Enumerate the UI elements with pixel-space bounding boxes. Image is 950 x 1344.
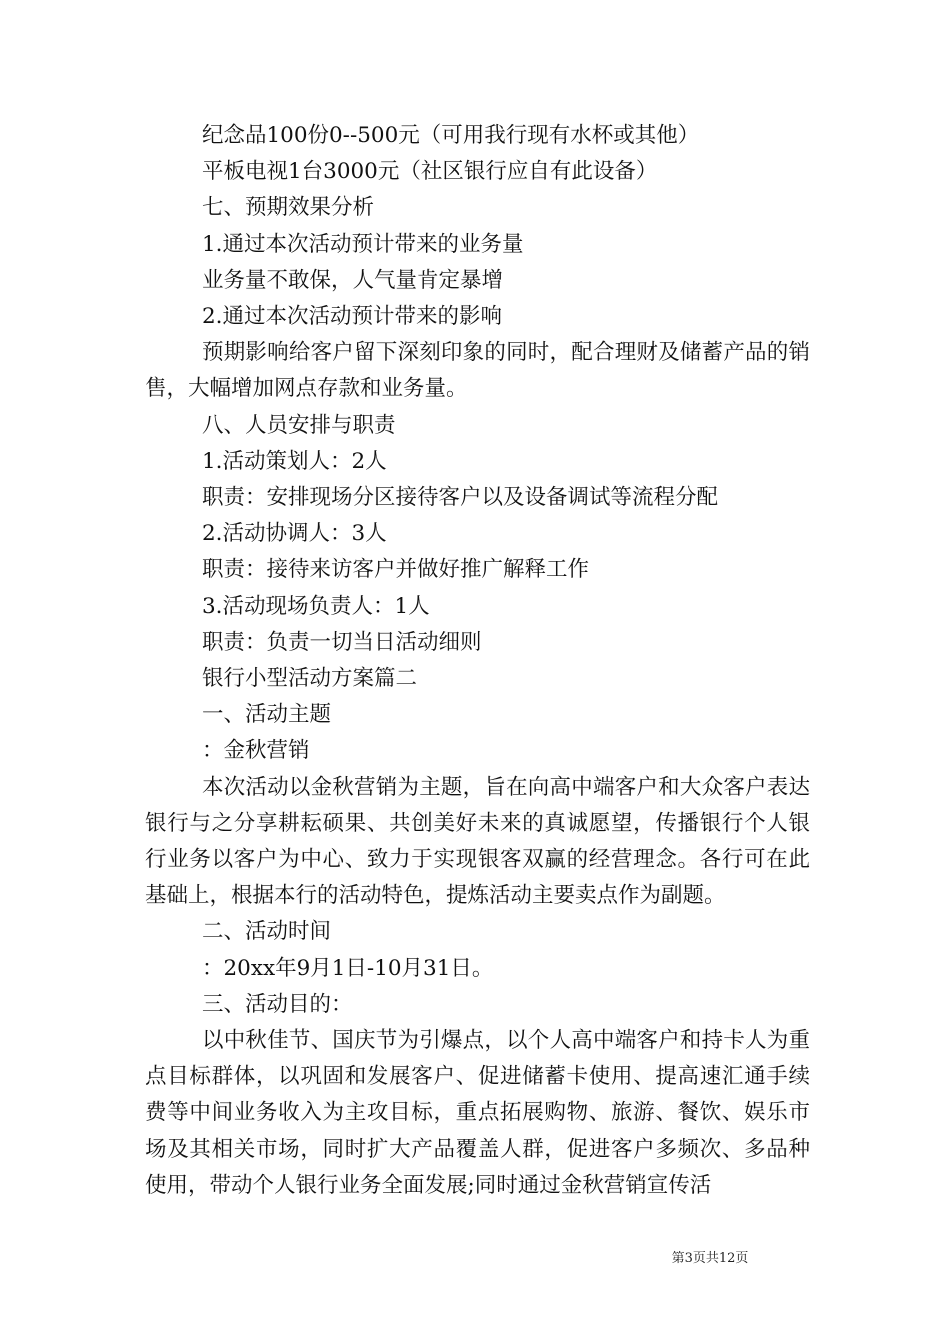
section-heading: 二、活动时间 xyxy=(201,919,331,945)
paragraph: ：20xx年9月1日-10月31日。 xyxy=(201,955,494,981)
paragraph: ：金秋营销 xyxy=(201,738,310,764)
paragraph: 2.活动协调人：3人 xyxy=(201,521,387,547)
paragraph: 本次活动以金秋营销为主题，旨在向高中端客户和大众客户表达银行与之分享耕耘硕果、共创美好未来的真诚愿望，传播银行个人银行业务以客户为中心、致力于实现银客双赢的经营理念。各行可在此基础上，根据本行的活动特色，提炼活动主要卖点作为副题。 xyxy=(145,774,810,909)
paragraph: 1.通过本次活动预计带来的业务量 xyxy=(201,231,524,257)
paragraph: 3.活动现场负责人：1人 xyxy=(201,593,430,619)
document-title: 银行小型活动方案篇二 xyxy=(201,666,417,692)
paragraph: 1.活动策划人：2人 xyxy=(201,448,387,474)
paragraph: 平板电视1台3000元（社区银行应自有此设备） xyxy=(201,159,658,185)
section-heading: 八、人员安排与职责 xyxy=(201,412,396,438)
section-heading: 一、活动主题 xyxy=(201,702,331,728)
section-heading: 七、预期效果分析 xyxy=(201,195,374,221)
paragraph: 业务量不敢保，人气量肯定暴增 xyxy=(201,267,503,293)
paragraph: 职责：接待来访客户并做好推广解释工作 xyxy=(201,557,589,583)
section-heading: 三、活动目的： xyxy=(201,991,353,1017)
paragraph: 纪念品100份0--500元（可用我行现有水杯或其他） xyxy=(201,123,700,148)
document-body xyxy=(145,118,810,1204)
paragraph: 2.通过本次活动预计带来的影响 xyxy=(201,304,502,330)
page-number-footer: 第3页共12页 xyxy=(671,1251,749,1266)
paragraph: 以中秋佳节、国庆节为引爆点，以个人高中端客户和持卡人为重点目标群体，以巩固和发展客户、促进储蓄卡使用、提高速汇通手续费等中间业务收入为主攻目标，重点拓展购物、旅游、餐饮、娱乐市场及其相关市场，同时扩大产品覆盖人群，促进客户多频次、多品种使用，带动个人银行业务全面发展;同时通过金秋营销宣传活 xyxy=(145,1028,810,1198)
paragraph: 职责：安排现场分区接待客户以及设备调试等流程分配 xyxy=(201,485,718,511)
paragraph: 职责：负责一切当日活动细则 xyxy=(201,629,482,655)
paragraph: 预期影响给客户留下深刻印象的同时，配合理财及储蓄产品的销售，大幅增加网点存款和业务量。 xyxy=(145,340,810,402)
